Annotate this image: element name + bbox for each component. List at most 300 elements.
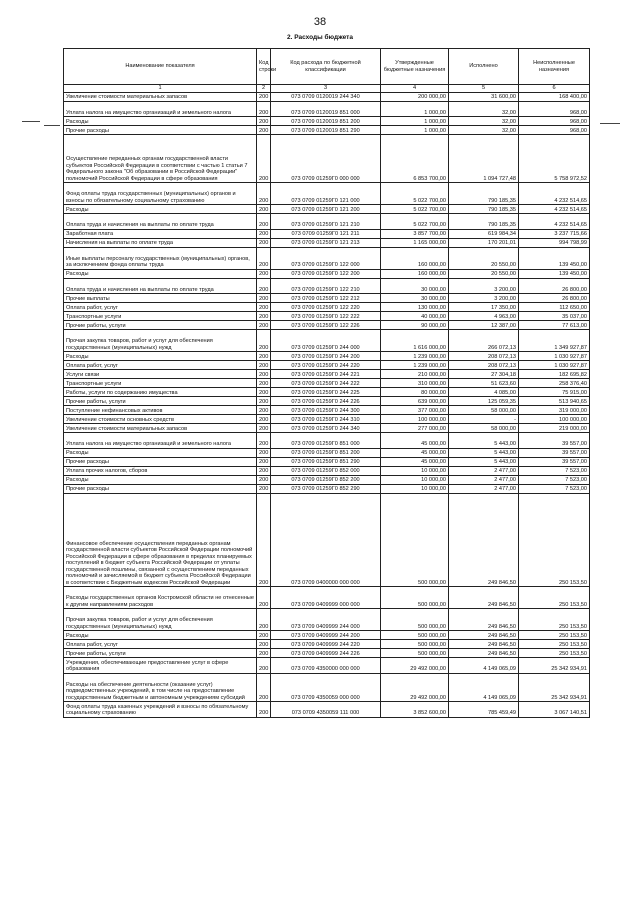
row-line-code: 200 xyxy=(257,321,271,330)
row-approved: 277 000,00 xyxy=(381,424,449,433)
table-row xyxy=(64,466,590,475)
row-unexecuted: 7 523,00 xyxy=(519,475,590,484)
row-executed: 170 201,01 xyxy=(449,238,519,247)
row-approved: 40 000,00 xyxy=(381,312,449,321)
row-line-code: 200 xyxy=(257,702,271,718)
row-classification: 073 0709 0120019 851 290 xyxy=(271,126,381,135)
row-approved: 5 022 700,00 xyxy=(381,214,449,230)
row-unexecuted: 7 523,00 xyxy=(519,466,590,475)
row-executed: 790 185,35 xyxy=(449,205,519,214)
row-unexecuted: 139 450,00 xyxy=(519,269,590,278)
table-row xyxy=(64,397,590,406)
table-row xyxy=(64,92,590,101)
row-name: Транспортные услуги xyxy=(64,312,257,321)
row-name: Расходы xyxy=(64,475,257,484)
row-line-code: 200 xyxy=(257,92,271,101)
row-approved: 130 000,00 xyxy=(381,303,449,312)
row-approved: 29 492 000,00 xyxy=(381,658,449,674)
row-unexecuted: 994 798,99 xyxy=(519,238,590,247)
row-classification: 073 0709 0409999 244 220 xyxy=(271,640,381,649)
row-executed: 619 984,34 xyxy=(449,229,519,238)
row-executed: 12 387,00 xyxy=(449,321,519,330)
row-unexecuted: 4 232 514,65 xyxy=(519,205,590,214)
row-classification: 073 0709 01259Г0 121 200 xyxy=(271,205,381,214)
row-line-code: 200 xyxy=(257,415,271,424)
row-approved: 80 000,00 xyxy=(381,388,449,397)
row-line-code: 200 xyxy=(257,135,271,183)
table-row xyxy=(64,126,590,135)
row-classification: 073 0709 01259Г0 244 225 xyxy=(271,388,381,397)
table-row xyxy=(64,205,590,214)
row-name: Оплата труда и начисления на выплаты по оплате труда xyxy=(64,214,257,230)
row-name: Иные выплаты персоналу государственных (муниципальных) органов, за исключением фонда оплаты труда xyxy=(64,247,257,269)
row-classification: 073 0709 01259Г0 122 220 xyxy=(271,303,381,312)
row-line-code: 200 xyxy=(257,448,271,457)
row-executed: 4 149 065,09 xyxy=(449,673,519,702)
row-classification: 073 0709 01259Г0 852 000 xyxy=(271,466,381,475)
row-executed: 790 185,35 xyxy=(449,183,519,205)
header-name: Наименование показателя xyxy=(64,49,257,85)
column-number: 4 xyxy=(381,85,449,93)
row-line-code: 200 xyxy=(257,475,271,484)
row-approved: 500 000,00 xyxy=(381,649,449,658)
margin-mark-right xyxy=(600,123,620,124)
row-approved: 377 000,00 xyxy=(381,406,449,415)
row-line-code: 200 xyxy=(257,352,271,361)
table-row xyxy=(64,352,590,361)
table-row xyxy=(64,294,590,303)
table-row xyxy=(64,388,590,397)
row-executed: 2 477,00 xyxy=(449,484,519,493)
row-classification: 073 0709 4350000 000 000 xyxy=(271,658,381,674)
table-row xyxy=(64,247,590,269)
row-name: Прочие расходы xyxy=(64,484,257,493)
row-line-code: 200 xyxy=(257,370,271,379)
row-classification: 073 0709 01259Г0 121 210 xyxy=(271,214,381,230)
row-unexecuted: 219 000,00 xyxy=(519,424,590,433)
row-line-code: 200 xyxy=(257,388,271,397)
header-line-code: Код строки xyxy=(257,49,271,85)
table-row xyxy=(64,321,590,330)
row-approved: 160 000,00 xyxy=(381,269,449,278)
row-unexecuted: 1 349 927,87 xyxy=(519,330,590,352)
row-unexecuted: 39 557,00 xyxy=(519,433,590,449)
table-row xyxy=(64,312,590,321)
row-name: Услуги связи xyxy=(64,370,257,379)
row-executed: 20 550,00 xyxy=(449,269,519,278)
row-classification: 073 0709 01259Г0 122 000 xyxy=(271,247,381,269)
row-name: Оплата работ, услуг xyxy=(64,303,257,312)
row-classification: 073 0709 01259Г0 852 290 xyxy=(271,484,381,493)
table-row xyxy=(64,238,590,247)
row-unexecuted: 968,00 xyxy=(519,101,590,117)
table-row xyxy=(64,379,590,388)
row-unexecuted: 25 342 934,91 xyxy=(519,673,590,702)
row-line-code: 200 xyxy=(257,379,271,388)
row-unexecuted: 3 067 140,51 xyxy=(519,702,590,718)
row-classification: 073 0709 01259Г0 244 226 xyxy=(271,397,381,406)
row-classification: 073 0709 01259Г0 244 220 xyxy=(271,361,381,370)
row-name: Увеличение стоимости материальных запасов xyxy=(64,92,257,101)
row-classification: 073 0709 4350059 000 000 xyxy=(271,673,381,702)
row-classification: 073 0709 01259Г0 244 310 xyxy=(271,415,381,424)
row-executed: 790 185,35 xyxy=(449,214,519,230)
row-line-code: 200 xyxy=(257,229,271,238)
row-approved: 6 853 700,00 xyxy=(381,135,449,183)
row-name: Оплата работ, услуг xyxy=(64,640,257,649)
table-row xyxy=(64,609,590,631)
row-unexecuted: 168 400,00 xyxy=(519,92,590,101)
row-classification: 073 0709 0409999 000 000 xyxy=(271,587,381,609)
row-approved: 210 000,00 xyxy=(381,370,449,379)
row-line-code: 200 xyxy=(257,649,271,658)
row-name: Расходы на обеспечение деятельности (оказание услуг) подведомственных учреждений, в том числе на предоставление государственным бюджетным и автономным учреждениям субсидий xyxy=(64,673,257,702)
row-name: Прочие выплаты xyxy=(64,294,257,303)
table-row xyxy=(64,702,590,718)
row-line-code: 200 xyxy=(257,117,271,126)
row-name: Прочие расходы xyxy=(64,457,257,466)
row-unexecuted: 139 450,00 xyxy=(519,247,590,269)
row-name: Расходы xyxy=(64,269,257,278)
row-name: Увеличение стоимости материальных запасов xyxy=(64,424,257,433)
row-classification: 073 0709 01259Г0 122 212 xyxy=(271,294,381,303)
row-name: Поступление нефинансовых активов xyxy=(64,406,257,415)
row-classification: 073 0709 01259Г0 122 226 xyxy=(271,321,381,330)
row-executed: 20 550,00 xyxy=(449,247,519,269)
column-number: 1 xyxy=(64,85,257,93)
row-classification: 073 0709 01259Г0 852 200 xyxy=(271,475,381,484)
row-unexecuted: 319 000,00 xyxy=(519,406,590,415)
row-unexecuted: 968,00 xyxy=(519,126,590,135)
row-executed: 32,00 xyxy=(449,126,519,135)
row-executed: 266 072,13 xyxy=(449,330,519,352)
row-line-code: 200 xyxy=(257,183,271,205)
row-classification: 073 0709 01259Г0 121 000 xyxy=(271,183,381,205)
row-name: Прочая закупка товаров, работ и услуг для обеспечения государственных (муниципальных) нужд xyxy=(64,330,257,352)
header-approved: Утвержденные бюджетные назначения xyxy=(381,49,449,85)
row-classification: 073 0709 01259Г0 244 300 xyxy=(271,406,381,415)
row-executed: 249 846,50 xyxy=(449,649,519,658)
row-approved: 3 852 600,00 xyxy=(381,702,449,718)
row-approved: 200 000,00 xyxy=(381,92,449,101)
row-approved: 310 000,00 xyxy=(381,379,449,388)
row-approved: 5 022 700,00 xyxy=(381,183,449,205)
row-executed: 249 846,50 xyxy=(449,493,519,587)
row-approved: 90 000,00 xyxy=(381,321,449,330)
table-row xyxy=(64,269,590,278)
row-approved: 500 000,00 xyxy=(381,640,449,649)
row-executed: 5 443,00 xyxy=(449,457,519,466)
row-line-code: 200 xyxy=(257,361,271,370)
table-row xyxy=(64,330,590,352)
row-executed: 17 350,00 xyxy=(449,303,519,312)
row-unexecuted: 250 153,50 xyxy=(519,649,590,658)
row-classification: 073 0709 0120019 851 200 xyxy=(271,117,381,126)
row-line-code: 200 xyxy=(257,433,271,449)
row-executed: 249 846,50 xyxy=(449,609,519,631)
row-line-code: 200 xyxy=(257,397,271,406)
row-line-code: 200 xyxy=(257,631,271,640)
row-line-code: 200 xyxy=(257,587,271,609)
row-executed: 58 000,00 xyxy=(449,424,519,433)
row-classification: 073 0709 0409999 244 000 xyxy=(271,609,381,631)
row-executed: 31 600,00 xyxy=(449,92,519,101)
row-classification: 073 0709 0409999 244 200 xyxy=(271,631,381,640)
row-executed: 1 094 727,48 xyxy=(449,135,519,183)
row-unexecuted: 250 153,50 xyxy=(519,631,590,640)
row-name: Осуществление переданных органам государственной власти субъектов Российской Федерации в соответствии с частью 1 статьи 7 Федерального закона "Об образовании в Российской Федерации" полномочий Российской Федерации в сфере образования xyxy=(64,135,257,183)
row-unexecuted: 26 800,00 xyxy=(519,294,590,303)
row-approved: 1 000,00 xyxy=(381,101,449,117)
row-executed: 4 963,00 xyxy=(449,312,519,321)
row-unexecuted: 25 342 934,91 xyxy=(519,658,590,674)
row-line-code: 200 xyxy=(257,484,271,493)
row-name: Уплата налога на имущество организаций и земельного налога xyxy=(64,433,257,449)
row-executed: 125 059,35 xyxy=(449,397,519,406)
row-unexecuted: 112 650,00 xyxy=(519,303,590,312)
row-name: Расходы xyxy=(64,352,257,361)
row-name: Работы, услуги по содержанию имущества xyxy=(64,388,257,397)
row-executed: 4 085,00 xyxy=(449,388,519,397)
table-row xyxy=(64,229,590,238)
table-row xyxy=(64,448,590,457)
margin-mark-left xyxy=(22,121,40,122)
row-unexecuted: 968,00 xyxy=(519,117,590,126)
row-approved: 10 000,00 xyxy=(381,484,449,493)
row-executed: 3 200,00 xyxy=(449,294,519,303)
table-row xyxy=(64,101,590,117)
row-executed: 5 443,00 xyxy=(449,433,519,449)
row-executed: 4 149 065,09 xyxy=(449,658,519,674)
row-name: Расходы xyxy=(64,448,257,457)
row-name: Прочие расходы xyxy=(64,126,257,135)
row-name: Прочая закупка товаров, работ и услуг для обеспечения государственных (муниципальных) нужд xyxy=(64,609,257,631)
row-executed: 249 846,50 xyxy=(449,587,519,609)
row-classification: 073 0709 01259Г0 244 222 xyxy=(271,379,381,388)
table-row xyxy=(64,484,590,493)
row-line-code: 200 xyxy=(257,640,271,649)
row-executed: 208 072,13 xyxy=(449,352,519,361)
row-unexecuted: 1 030 927,87 xyxy=(519,361,590,370)
row-name: Начисления на выплаты по оплате труда xyxy=(64,238,257,247)
row-classification: 073 0709 01259Г0 244 221 xyxy=(271,370,381,379)
row-executed: 51 623,60 xyxy=(449,379,519,388)
row-unexecuted: 513 940,65 xyxy=(519,397,590,406)
row-approved: 1 239 000,00 xyxy=(381,352,449,361)
row-unexecuted: 4 232 514,65 xyxy=(519,214,590,230)
row-approved: 1 616 000,00 xyxy=(381,330,449,352)
row-classification: 073 0709 01259Г0 121 213 xyxy=(271,238,381,247)
row-name: Расходы xyxy=(64,117,257,126)
row-approved: 3 857 700,00 xyxy=(381,229,449,238)
row-classification: 073 0709 0400000 000 000 xyxy=(271,493,381,587)
row-approved: 10 000,00 xyxy=(381,466,449,475)
page-number: 38 xyxy=(313,16,327,28)
row-line-code: 200 xyxy=(257,466,271,475)
row-approved: 1 000,00 xyxy=(381,126,449,135)
row-approved: 45 000,00 xyxy=(381,448,449,457)
row-classification: 073 0709 01259Г0 122 210 xyxy=(271,278,381,294)
row-unexecuted: 39 557,00 xyxy=(519,457,590,466)
row-name: Прочие работы, услуги xyxy=(64,397,257,406)
column-number: 2 xyxy=(257,85,271,93)
row-classification: 073 0709 0409999 244 226 xyxy=(271,649,381,658)
row-executed: 32,00 xyxy=(449,101,519,117)
table-row xyxy=(64,587,590,609)
table-row xyxy=(64,457,590,466)
row-executed: 5 443,00 xyxy=(449,448,519,457)
row-executed: 32,00 xyxy=(449,117,519,126)
row-line-code: 200 xyxy=(257,493,271,587)
row-approved: 500 000,00 xyxy=(381,609,449,631)
row-unexecuted: 35 037,00 xyxy=(519,312,590,321)
row-line-code: 200 xyxy=(257,457,271,466)
row-executed: 249 846,50 xyxy=(449,631,519,640)
row-classification: 073 0709 4350059 111 000 xyxy=(271,702,381,718)
header-classification: Код расхода по бюджетной классификации xyxy=(271,49,381,85)
row-classification: 073 0709 01259Г0 122 200 xyxy=(271,269,381,278)
table-row xyxy=(64,424,590,433)
table-row xyxy=(64,673,590,702)
row-name: Фонд оплаты труда казенных учреждений и взносы по обязательному социальному страхованию xyxy=(64,702,257,718)
row-unexecuted: 182 695,82 xyxy=(519,370,590,379)
row-line-code: 200 xyxy=(257,205,271,214)
table-row xyxy=(64,278,590,294)
row-line-code: 200 xyxy=(257,214,271,230)
row-approved: 5 022 700,00 xyxy=(381,205,449,214)
row-unexecuted: 3 237 715,66 xyxy=(519,229,590,238)
row-approved: 30 000,00 xyxy=(381,294,449,303)
row-classification: 073 0709 01259Г0 244 340 xyxy=(271,424,381,433)
table-row xyxy=(64,475,590,484)
row-approved: 639 000,00 xyxy=(381,397,449,406)
row-line-code: 200 xyxy=(257,294,271,303)
table-row xyxy=(64,658,590,674)
row-name: Фонд оплаты труда государственных (муниципальных) органов и взносы по обязательному социальному страхованию xyxy=(64,183,257,205)
row-executed: 3 200,00 xyxy=(449,278,519,294)
row-approved: 100 000,00 xyxy=(381,415,449,424)
row-line-code: 200 xyxy=(257,269,271,278)
column-number: 5 xyxy=(449,85,519,93)
row-classification: 073 0709 01259Г0 244 000 xyxy=(271,330,381,352)
row-line-code: 200 xyxy=(257,126,271,135)
table-row xyxy=(64,406,590,415)
table-row xyxy=(64,135,590,183)
row-classification: 073 0709 01259Г0 244 200 xyxy=(271,352,381,361)
row-name: Заработная плата xyxy=(64,229,257,238)
table-row xyxy=(64,183,590,205)
row-approved: 1 165 000,00 xyxy=(381,238,449,247)
row-name: Увеличение стоимости основных средств xyxy=(64,415,257,424)
row-unexecuted: 7 523,00 xyxy=(519,484,590,493)
row-classification: 073 0709 01259Г0 121 211 xyxy=(271,229,381,238)
row-classification: 073 0709 0120019 244 340 xyxy=(271,92,381,101)
row-executed: 249 846,50 xyxy=(449,640,519,649)
row-approved: 10 000,00 xyxy=(381,475,449,484)
table-row xyxy=(64,640,590,649)
row-approved: 1 000,00 xyxy=(381,117,449,126)
row-classification: 073 0709 01259Г0 851 000 xyxy=(271,433,381,449)
row-executed: 58 000,00 xyxy=(449,406,519,415)
row-unexecuted: 39 557,00 xyxy=(519,448,590,457)
row-classification: 073 0709 01259Г0 851 200 xyxy=(271,448,381,457)
row-unexecuted: 250 153,50 xyxy=(519,640,590,649)
row-unexecuted: 258 376,40 xyxy=(519,379,590,388)
row-line-code: 200 xyxy=(257,247,271,269)
row-name: Учреждения, обеспечивающие предоставление услуг в сфере образования xyxy=(64,658,257,674)
row-approved: 500 000,00 xyxy=(381,493,449,587)
row-executed: 27 304,18 xyxy=(449,370,519,379)
row-name: Транспортные услуги xyxy=(64,379,257,388)
row-line-code: 200 xyxy=(257,330,271,352)
row-approved: 45 000,00 xyxy=(381,457,449,466)
row-unexecuted: 250 153,50 xyxy=(519,609,590,631)
row-line-code: 200 xyxy=(257,101,271,117)
row-classification: 073 0709 01259Г0 122 222 xyxy=(271,312,381,321)
row-name: Расходы государственных органов Костромской области не отнесенные к другим направлениям расходов xyxy=(64,587,257,609)
section-title: 2. Расходы бюджета xyxy=(287,34,353,41)
column-number: 6 xyxy=(519,85,590,93)
row-unexecuted: 77 613,00 xyxy=(519,321,590,330)
row-line-code: 200 xyxy=(257,609,271,631)
table-row xyxy=(64,214,590,230)
row-unexecuted: 75 915,00 xyxy=(519,388,590,397)
row-line-code: 200 xyxy=(257,238,271,247)
row-name: Прочие работы, услуги xyxy=(64,649,257,658)
table-row xyxy=(64,631,590,640)
row-name: Оплата труда и начисления на выплаты по оплате труда xyxy=(64,278,257,294)
row-approved: 1 239 000,00 xyxy=(381,361,449,370)
row-executed: 208 072,13 xyxy=(449,361,519,370)
row-line-code: 200 xyxy=(257,303,271,312)
row-name: Уплата налога на имущество организаций и земельного налога xyxy=(64,101,257,117)
margin-mark-left xyxy=(44,125,60,126)
expenses-table xyxy=(63,48,590,718)
row-line-code: 200 xyxy=(257,673,271,702)
row-executed: 2 477,00 xyxy=(449,466,519,475)
row-approved: 500 000,00 xyxy=(381,587,449,609)
table-row xyxy=(64,415,590,424)
row-unexecuted: 1 030 927,87 xyxy=(519,352,590,361)
table-body xyxy=(64,92,590,717)
row-name: Прочие работы, услуги xyxy=(64,321,257,330)
row-line-code: 200 xyxy=(257,658,271,674)
row-approved: 45 000,00 xyxy=(381,433,449,449)
header-unexecuted: Неисполненные назначения xyxy=(519,49,590,85)
row-line-code: 200 xyxy=(257,424,271,433)
row-name: Уплата прочих налогов, сборов xyxy=(64,466,257,475)
table-row xyxy=(64,493,590,587)
row-name: Оплата работ, услуг xyxy=(64,361,257,370)
table-row xyxy=(64,361,590,370)
row-executed: 2 477,00 xyxy=(449,475,519,484)
row-line-code: 200 xyxy=(257,278,271,294)
row-approved: 29 492 000,00 xyxy=(381,673,449,702)
row-unexecuted: 26 800,00 xyxy=(519,278,590,294)
table-row xyxy=(64,303,590,312)
row-unexecuted: 4 232 514,65 xyxy=(519,183,590,205)
row-unexecuted: 250 153,50 xyxy=(519,587,590,609)
table-row xyxy=(64,370,590,379)
row-executed: 785 459,49 xyxy=(449,702,519,718)
row-classification: 073 0709 0120019 851 000 xyxy=(271,101,381,117)
table-row xyxy=(64,117,590,126)
header-executed: Исполнено xyxy=(449,49,519,85)
column-number: 3 xyxy=(271,85,381,93)
row-executed: - xyxy=(449,415,519,424)
row-line-code: 200 xyxy=(257,312,271,321)
row-approved: 30 000,00 xyxy=(381,278,449,294)
